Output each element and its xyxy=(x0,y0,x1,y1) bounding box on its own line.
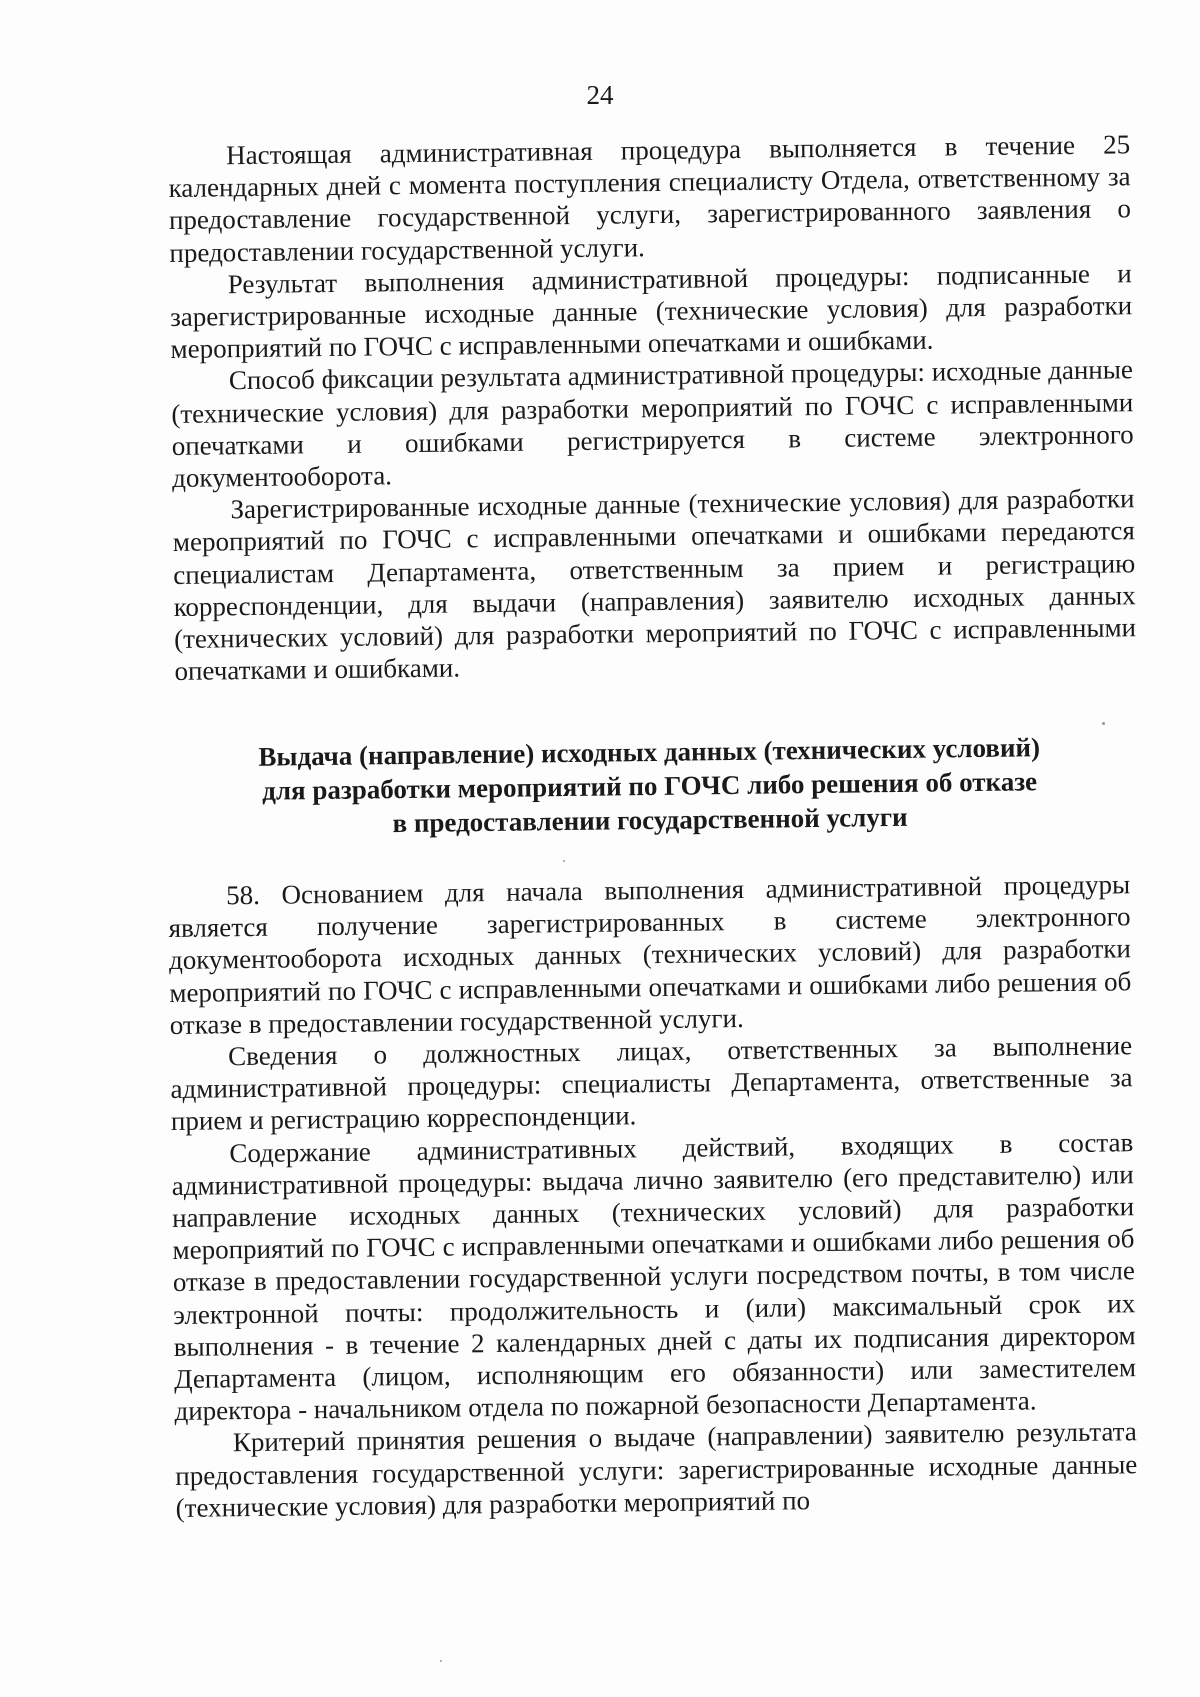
paragraph-procedure-result: Результат выполнения административной процедуры: подписанные и зарегистрированные исходные данные (технические условия) для разработки мероприятий по ГОЧС с исправленными опечатками и ошибками. xyxy=(169,258,1133,365)
page-number: 24 xyxy=(586,80,614,110)
text-block-top xyxy=(168,128,1137,687)
text-block-bottom xyxy=(168,868,1138,1524)
paragraph-responsible-officials: Сведения о должностных лицах, ответственных за выполнение административной процедуры: специалисты Департамента, ответственные за прием и регистрацию корреспонденции. xyxy=(170,1030,1133,1137)
paragraph-decision-criterion: Критерий принятия решения о выдаче (направлении) заявителю результата предоставления государственной услуги: зарегистрированные исходные данные (технические условия) для разработки мероприятий по xyxy=(175,1416,1138,1523)
paragraph-administrative-actions: Содержание административных действий, входящих в состав административной процедуры: выдача лично заявителю (его представителю) или направление исходных данных (технических условий) для разработки мероприятий по ГОЧС с исправленными опечатками и ошибками либо решения об отказе в предоставлении государственной услуги посредством почты, в том числе электронной почты: продолжительность и (или) максимальный срок их выполнения - в течение 2 календарных дней с даты их подписания директором Департамента (лицом, исполняющим его обязанности) или заместителем директора - начальником отдела по пожарной безопасности Департамента. xyxy=(171,1126,1137,1427)
paragraph-result-recording: Способ фиксации результата административной процедуры: исходные данные (технические условия) для разработки мероприятий по ГОЧС с исправленными опечатками и ошибками регистрируется в системе электронного документооборота. xyxy=(171,354,1134,494)
paragraph-item-58: 58. Основанием для начала выполнения административной процедуры является получение зарегистрированных в системе электронного документооборота исходных данных (технических условий) для разработки мероприятий по ГОЧС с исправленными опечатками и ошибками либо решения об отказе в предоставлении государственной услуги. xyxy=(168,869,1132,1040)
scan-speck xyxy=(1102,722,1105,725)
heading-line-2: для разработки мероприятий по ГОЧС либо решения об отказе xyxy=(262,766,1038,806)
scan-speck xyxy=(440,1660,442,1662)
paragraph-data-transfer: Зарегистрированные исходные данные (технические условия) для разработки мероприятий по ГОЧС с исправленными опечатками и ошибками передаются специалистам Департамента, ответственным за прием и регистрацию корреспонденции, для выдачи (направления) заявителю исходных данных (технических условий) для разработки мероприятий по ГОЧС с исправленными опечатками и ошибками. xyxy=(172,483,1137,687)
paragraph-procedure-duration: Настоящая административная процедура выполняется в течение 25 календарных дней с момента поступления специалисту Отдела, ответственному за предоставление государственной услуги, зарегистрированного заявления о предоставлении государственной услуги. xyxy=(168,129,1132,268)
section-heading xyxy=(168,729,1131,843)
scan-speck xyxy=(563,860,565,862)
heading-line-3: в предоставлении государственной услуги xyxy=(392,801,908,839)
heading-line-1: Выдача (направление) исходных данных (технических условий) xyxy=(258,732,1041,772)
